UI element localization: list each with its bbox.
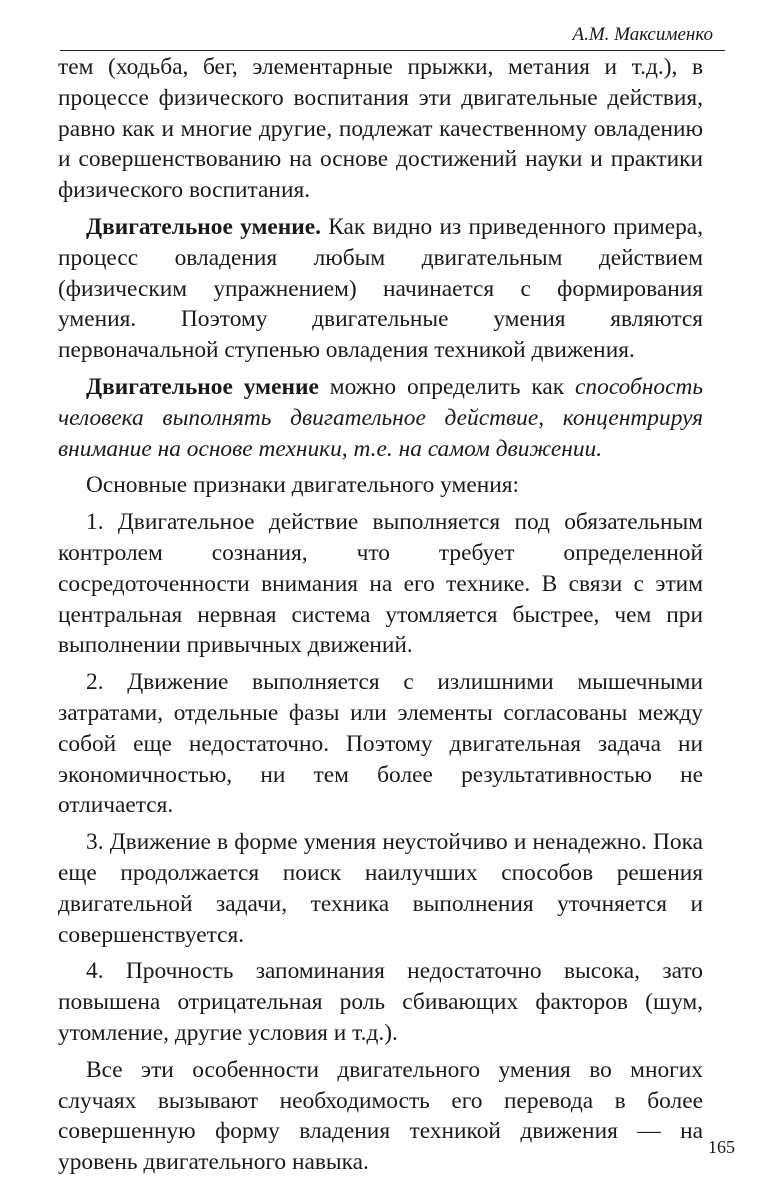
term-bold: Двигательное умение. [86,213,321,240]
definition-italic: способность человека выполнять двигательное действие, концентрируя внимание на основе техники, т.е. на самом движении. [58,373,703,462]
list-item-4: 4. Прочность запоминания недостаточно высока, зато повышена отрицательная роль сбивающих факторов (шум, утомление, другие условия и т.д.). [58,958,703,1046]
paragraph-motor-skill-definition-intro [58,212,703,366]
paragraph-continuation: тем (ходьба, бег, элементарные прыжки, метания и т.д.), в процессе физического воспитания эти двигательные действия, равно как и многие другие, подлежат качественному овладению и совершенствованию на основе достижений науки и практики физического воспитания. [58,54,703,204]
paragraph-conclusion: Все эти особенности двигательного умения во многих случаях вызывают необходимость его перевода в более совершенную форму владения техникой движения — на уровень двигательного навыка. [58,1056,703,1176]
paragraph-motor-skill-definition [58,372,703,464]
list-item-3: 3. Движение в форме умения неустойчиво и ненадежно. Пока еще продолжается поиск наилучших способов решения двигательной задачи, техника выполнения уточняется и совершенствуется. [58,829,703,948]
page-number: 165 [708,1137,735,1157]
paragraph-text: можно определить как [318,373,576,400]
header-rule [60,50,725,51]
running-header: А.М. Максименко [572,24,713,45]
list-item-1: 1. Двигательное действие выполняется под обязательным контролем сознания, что требует определенной сосредоточенности внимания на его технике. В связи с этим центральная нервная система утомляется быстрее, чем при выполнении привычных движений. [58,509,703,659]
term-bold: Двигательное умение [86,373,319,400]
list-item-2: 2. Движение выполняется с излишними мышечными затратами, отдельные фазы или элементы согласованы между собой еще недостаточно. Поэтому двигательная задача ни экономичностью, ни тем более результативностью не отличается. [58,669,703,819]
page-body [58,52,703,1184]
paragraph-text: Как видно из приведенного примера, процесс овладения любым двигательным действием (физическим упражнением) начинается с формирования умения. Поэтому двигательные умения являются первоначальной ступенью овладения техникой движения. [58,213,703,364]
paragraph-features-intro: Основные признаки двигательного умения: [86,472,520,499]
